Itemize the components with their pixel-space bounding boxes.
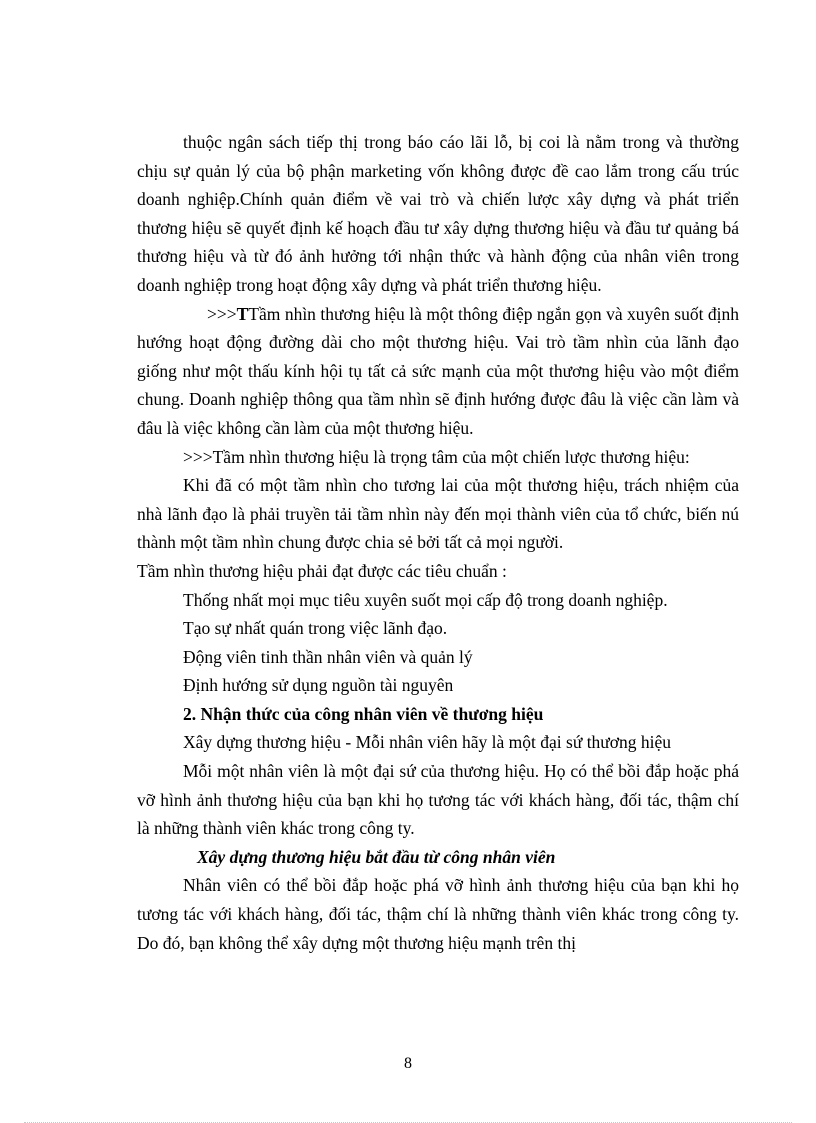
body-paragraph: Nhân viên có thể bồi đắp hoặc phá vỡ hình ảnh thương hiệu của bạn khi họ tương tác với khách hàng, đối tác, thậm chí là những thành viên khác trong công ty. Do đó, bạn không thể xây dựng một thương hiệu mạnh trên thị: [137, 875, 739, 953]
paragraph-text: Tầm nhìn thương hiệu là một thông điệp ngắn gọn và xuyên suốt định hướng hoạt động đường dài cho một thương hiệu. Vai trò tầm nhìn của lãnh đạo giống như một thấu kính hội tụ tất cả sức mạnh của một thương hiệu vào một điểm chung. Doanh nghiệp thông qua tầm nhìn sẽ định hướng được đâu là việc cần làm và đâu là việc không cần làm của một thương hiệu.: [137, 303, 739, 438]
list-item: Thống nhất mọi mục tiêu xuyên suốt mọi cấp độ trong doanh nghiệp.: [183, 589, 668, 610]
arrow-marker: >>>: [207, 303, 237, 324]
body-paragraph: Khi đã có một tầm nhìn cho tương lai của một thương hiệu, trách nhiệm của nhà lãnh đạo là phải truyền tải tầm nhìn này đến mọi thành viên của tổ chức, biến nú thành một tầm nhìn chung được chia sẻ bởi tất cả mọi người.: [137, 475, 739, 553]
page-body: [137, 128, 739, 957]
body-paragraph: Tầm nhìn thương hiệu phải đạt được các tiêu chuẩn :: [137, 560, 507, 581]
list-item: Động viên tinh thần nhân viên và quản lý: [183, 646, 473, 667]
emphasized-word: T: [236, 303, 249, 324]
body-paragraph: thuộc ngân sách tiếp thị trong báo cáo lãi lỗ, bị coi là nằm trong và thường chịu sự quản lý của bộ phận marketing vốn không được đề cao lắm trong cấu trúc doanh nghiệp.Chính quản điểm về vai trò và chiến lược xây dựng và phát triển thương hiệu sẽ quyết định kế hoạch đầu tư xây dựng thương hiệu và đầu tư quảng bá thương hiệu và từ đó ảnh hưởng tới nhận thức và hành động của nhân viên trong doanh nghiệp trong hoạt động xây dựng và phát triển thương hiệu.: [137, 132, 739, 295]
section-intro: Xây dựng thương hiệu - Mỗi nhân viên hãy là một đại sứ thương hiệu: [183, 732, 672, 753]
section-heading: 2. Nhận thức của công nhân viên về thương hiệu: [183, 703, 544, 724]
body-paragraph-vision: [137, 300, 739, 443]
body-paragraph: >>>Tầm nhìn thương hiệu là trọng tâm của một chiến lược thương hiệu:: [183, 446, 690, 467]
section-subheading: Xây dựng thương hiệu bắt đầu từ công nhân viên: [197, 846, 556, 867]
list-item: Tạo sự nhất quán trong việc lãnh đạo.: [183, 618, 448, 639]
page-number: 8: [404, 1055, 412, 1072]
list-item: Định hướng sử dụng nguồn tài nguyên: [183, 675, 454, 696]
body-paragraph: Mỗi một nhân viên là một đại sứ của thương hiệu. Họ có thể bồi đắp hoặc phá vỡ hình ảnh thương hiệu của bạn khi họ tương tác với khách hàng, đối tác, thậm chí là những thành viên khác trong công ty.: [137, 761, 739, 839]
